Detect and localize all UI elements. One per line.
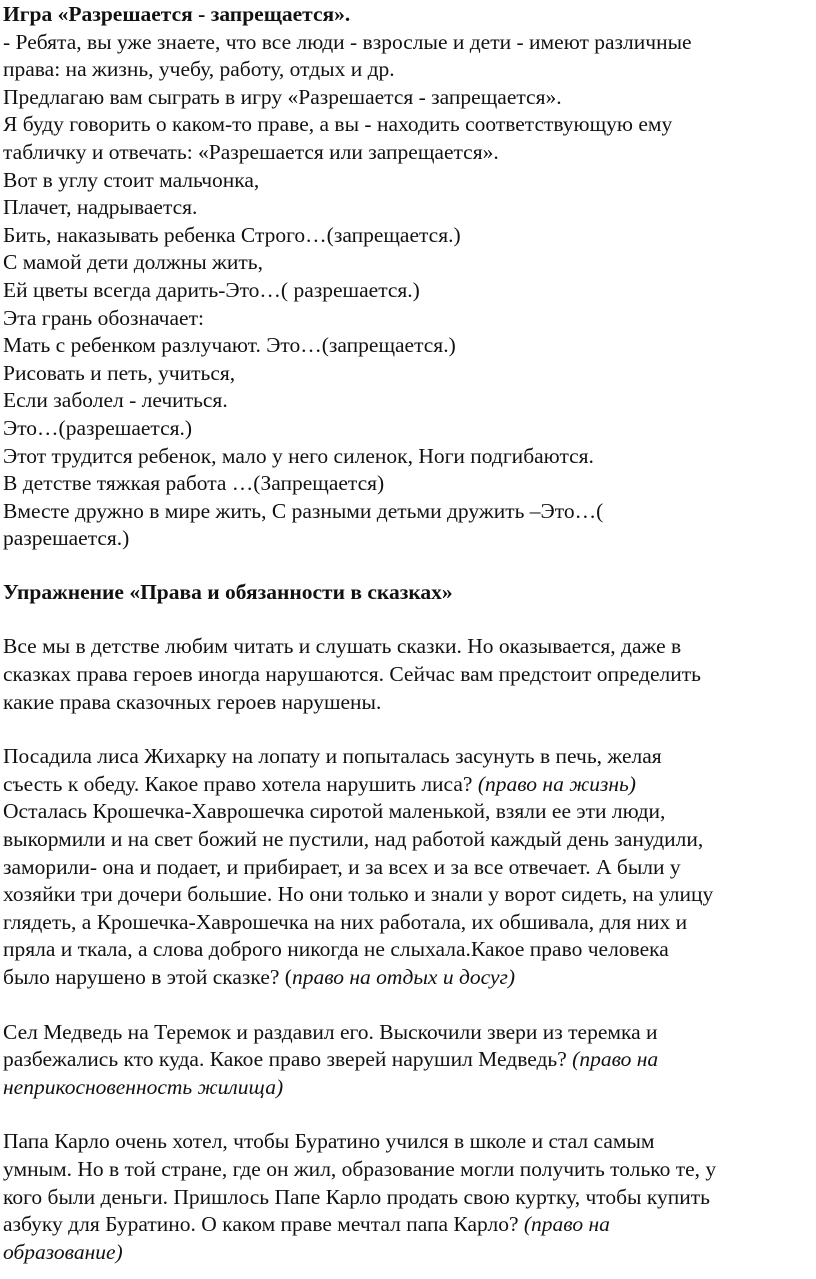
game-line: - Ребята, вы уже знаете, что все люди - взрослые и дети - имеют различные: [3, 29, 692, 54]
paragraph-line: [3, 771, 816, 799]
poem-line: Вот в углу стоит мальчонка,: [3, 167, 260, 192]
intro-line: Все мы в детстве любим читать и слушать сказки. Но оказывается, даже в: [3, 634, 682, 659]
game-title: Игра «Разрешается - запрещается».: [3, 2, 351, 26]
paragraph-line: заморили- она и подает, и прибирает, и за всех и за все отвечает. А были у: [3, 854, 681, 879]
poem-line: Этот трудится ребенок, мало у него силенок, Ноги подгибаются.: [3, 443, 594, 468]
spacer: [3, 606, 816, 633]
game-line: Предлагаю вам сыграть в игру «Разрешается - запрещается».: [3, 84, 562, 109]
poem-line: Ей цветы всегда дарить-Это…( разрешается.): [3, 277, 420, 302]
poem-line: Это…(разрешается.): [3, 415, 193, 440]
paragraph-line: глядеть, а Крошечка-Хаврошечка на них работала, их обшивала, для них и: [3, 909, 688, 934]
answer-text: право на отдых и досуг): [291, 965, 516, 989]
answer-text: (право на: [572, 1047, 659, 1072]
game-line: права: на жизнь, учебу, работу, отдых и др.: [3, 57, 395, 82]
spacer: [3, 1101, 816, 1128]
paragraph-fairytales-1: [3, 743, 816, 991]
intro-line: какие права сказочных героев нарушены.: [3, 689, 382, 714]
poem-line: Бить, наказывать ребенка Строго…(запрещается.): [3, 222, 461, 247]
paragraph-teremok: [3, 1019, 816, 1102]
question-text: разбежались кто куда. Какое право зверей нарушил Медведь?: [3, 1047, 573, 1072]
exercise-intro: [3, 633, 816, 716]
paragraph-line: [3, 964, 816, 992]
spacer: [3, 553, 816, 579]
answer-text: (право на: [523, 1212, 610, 1237]
paragraph-line: [3, 1211, 816, 1239]
section-game: [3, 1, 816, 553]
game-line: табличку и отвечать: «Разрешается или запрещается».: [3, 139, 499, 164]
paragraph-line: кого были деньги. Пришлось Папе Карло продать свою куртку, чтобы купить: [3, 1184, 710, 1209]
paragraph-line: Папа Карло очень хотел, чтобы Буратино учился в школе и стал самым: [3, 1129, 655, 1154]
poem-line: Вместе дружно в мире жить, С разными детьми дружить –Это…(: [3, 498, 604, 523]
poem-line: Если заболел - лечиться.: [3, 388, 228, 413]
paragraph-line: Осталась Крошечка-Хаврошечка сиротой маленькой, взяли ее эти люди,: [3, 799, 666, 824]
poem-line: Эта грань обозначает:: [3, 305, 204, 330]
paragraph-line: Посадила лиса Жихарку на лопату и попыталась засунуть в печь, желая: [3, 744, 662, 769]
answer-text: (право на жизнь): [477, 771, 636, 796]
paragraph-line: пряла и ткала, а слова доброго никогда не слыхала.Какое право человека: [3, 937, 669, 962]
paragraph-line: Сел Медведь на Теремок и раздавил его. Выскочили звери из теремка и: [3, 1019, 658, 1044]
poem-line: С мамой дети должны жить,: [3, 250, 263, 275]
spacer: [3, 992, 816, 1019]
question-text: азбуку для Буратино. О каком праве мечтал папа Карло?: [3, 1212, 524, 1237]
poem-line: В детстве тяжкая работа …(Запрещается): [3, 471, 385, 496]
exercise-title: Упражнение «Права и обязанности в сказках»: [3, 579, 453, 604]
game-line: Я буду говорить о каком-то праве, а вы - находить соответствующую ему: [3, 112, 673, 137]
paragraph-line: выкормили и на свет божий не пустили, над работой каждый день занудили,: [3, 827, 704, 852]
poem-line: разрешается.): [3, 526, 130, 551]
question-text: съесть к обеду. Какое право хотела нарушить лиса?: [3, 771, 478, 796]
answer-text: образование): [3, 1239, 123, 1264]
question-text: было нарушено в этой сказке? (: [3, 965, 292, 989]
poem-line: Мать с ребенком разлучают. Это…(запрещается.): [3, 333, 456, 358]
paragraph-line: умным. Но в той стране, где он жил, образование могли получить только те, у: [3, 1156, 717, 1181]
section-exercise: [3, 579, 816, 1266]
paragraph-line: хозяйки три дочери большие. Но они только и знали у ворот сидеть, на улицу: [3, 882, 714, 907]
paragraph-buratino: [3, 1128, 816, 1266]
poem-line: Плачет, надрывается.: [3, 195, 198, 220]
intro-line: сказках права героев иногда нарушаются. Сейчас вам предстоит определить: [3, 662, 701, 687]
poem-line: Рисовать и петь, учиться,: [3, 360, 236, 385]
answer-text: неприкосновенность жилища): [3, 1074, 284, 1099]
paragraph-line: [3, 1046, 816, 1074]
spacer: [3, 716, 816, 743]
